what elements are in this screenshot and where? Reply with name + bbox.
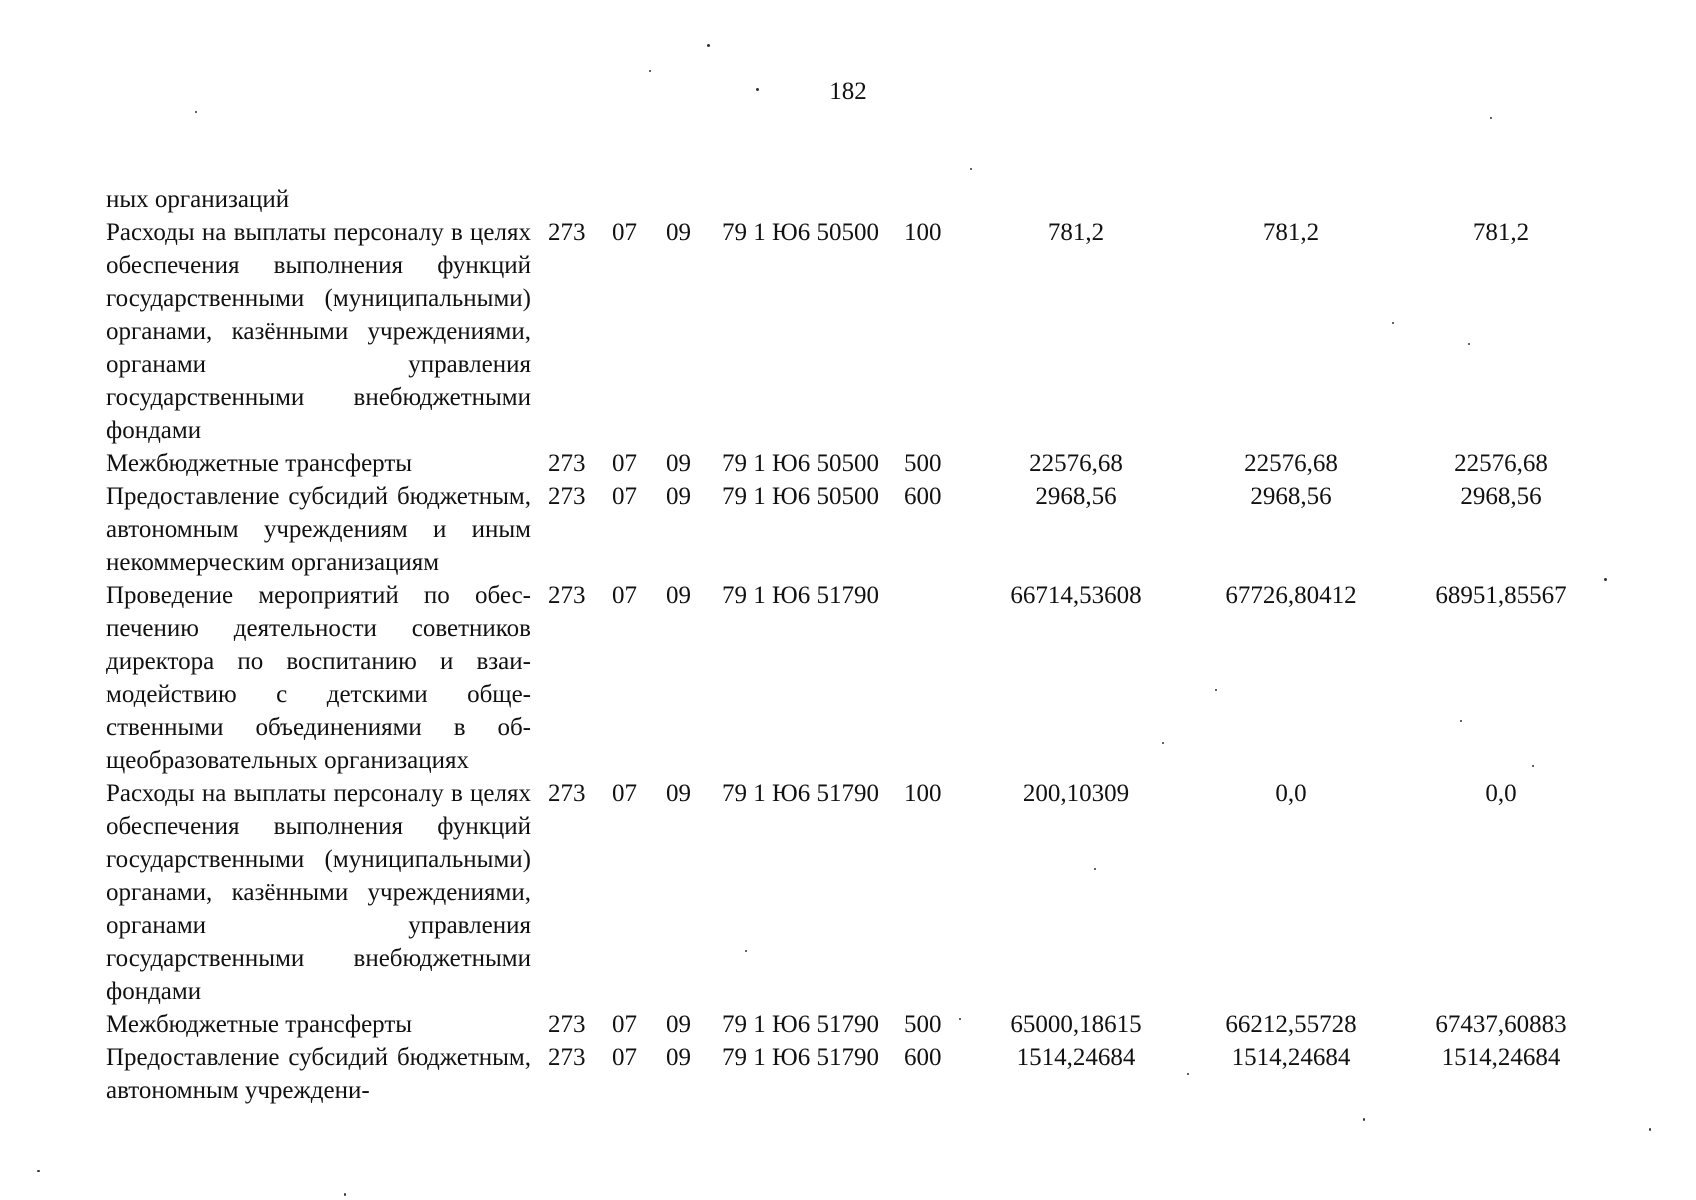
table-row <box>106 579 1586 777</box>
expense-type-code: 600 <box>904 483 942 510</box>
section-code: 07 <box>612 1044 637 1071</box>
scan-speck <box>1392 322 1394 324</box>
amount-year-2: 2968,56 <box>1250 483 1332 510</box>
amount-year-3: 22576,68 <box>1454 450 1548 477</box>
row-description: Предоставление субсидий бюджетным, автономным учреждениям и иным некоммерческим организациям <box>106 483 531 576</box>
scan-speck <box>195 111 197 113</box>
scan-speck <box>1094 868 1096 870</box>
scan-speck <box>1490 117 1492 119</box>
table-row <box>106 480 1586 579</box>
department-code: 273 <box>548 1011 586 1038</box>
target-item-code: 79 1 Ю6 51790 <box>722 1011 879 1038</box>
amount-year-2: 66212,55728 <box>1225 1011 1357 1038</box>
target-item-code: 79 1 Ю6 50500 <box>722 450 879 477</box>
amount-year-3: 68951,85567 <box>1435 582 1567 609</box>
subsection-code: 09 <box>666 582 691 609</box>
amount-year-2: 1514,24684 <box>1231 1044 1351 1071</box>
table-row <box>106 216 1586 447</box>
expense-type-code: 600 <box>904 1044 942 1071</box>
section-code: 07 <box>612 483 637 510</box>
row-description: Проведение мероприятий по обеспечению деятельности советников директора по воспитанию и взаимодействию с детскими общественными объединениями в общеобразовательных организациях <box>106 582 531 774</box>
scan-speck <box>970 168 972 170</box>
row-description: Расходы на выплаты персоналу в целях обеспечения выполнения функций государственными (муниципальными) органами, казёнными учреждениями, органами управления государственными внебюджетными фондами <box>106 219 531 444</box>
amount-year-1: 65000,18615 <box>1010 1011 1142 1038</box>
scan-speck <box>1363 1118 1365 1121</box>
department-code: 273 <box>548 219 586 246</box>
scan-speck <box>1460 720 1462 722</box>
department-code: 273 <box>548 1044 586 1071</box>
table-row <box>106 447 1586 480</box>
section-code: 07 <box>612 450 637 477</box>
scan-speck <box>707 44 710 47</box>
scan-speck <box>959 1018 961 1020</box>
target-item-code: 79 1 Ю6 51790 <box>722 780 879 807</box>
amount-year-1: 2968,56 <box>1035 483 1117 510</box>
section-code: 07 <box>612 582 637 609</box>
scan-speck <box>1649 1128 1651 1131</box>
scan-speck <box>344 1193 346 1196</box>
section-code: 07 <box>612 780 637 807</box>
subsection-code: 09 <box>666 1011 691 1038</box>
row-description: Межбюджетные трансферты <box>106 450 413 477</box>
expense-type-code: 500 <box>904 1011 942 1038</box>
subsection-code: 09 <box>666 1044 691 1071</box>
amount-year-3: 781,2 <box>1472 219 1530 246</box>
amount-year-1: 66714,53608 <box>1010 582 1142 609</box>
expense-type-code: 100 <box>904 219 942 246</box>
amount-year-1: 22576,68 <box>1029 450 1123 477</box>
table-row <box>106 1008 1586 1041</box>
amount-year-3: 1514,24684 <box>1441 1044 1561 1071</box>
amount-year-3: 0,0 <box>1485 780 1517 807</box>
amount-year-2: 781,2 <box>1262 219 1320 246</box>
budget-table <box>106 183 1586 1107</box>
row-description: Предоставление субсидий бюджетным, автономным учреждени- <box>106 1044 531 1104</box>
scan-speck <box>1162 742 1164 744</box>
page-number: 182 <box>829 78 867 105</box>
amount-year-2: 67726,80412 <box>1225 582 1357 609</box>
department-code: 273 <box>548 483 586 510</box>
table-row <box>106 183 1586 216</box>
scan-speck <box>1468 343 1470 345</box>
scan-speck <box>1532 765 1534 767</box>
scan-speck <box>37 1170 40 1172</box>
scan-speck <box>649 70 651 72</box>
row-description: ных организаций <box>106 186 290 213</box>
scan-speck <box>745 950 747 952</box>
department-code: 273 <box>548 450 586 477</box>
department-code: 273 <box>548 780 586 807</box>
amount-year-1: 781,2 <box>1047 219 1105 246</box>
amount-year-3: 2968,56 <box>1460 483 1542 510</box>
target-item-code: 79 1 Ю6 51790 <box>722 582 879 609</box>
expense-type-code: 100 <box>904 780 942 807</box>
subsection-code: 09 <box>666 780 691 807</box>
amount-year-2: 0,0 <box>1275 780 1307 807</box>
target-item-code: 79 1 Ю6 51790 <box>722 1044 879 1071</box>
section-code: 07 <box>612 219 637 246</box>
amount-year-3: 67437,60883 <box>1435 1011 1567 1038</box>
amount-year-2: 22576,68 <box>1244 450 1338 477</box>
scan-speck <box>1187 1073 1189 1075</box>
subsection-code: 09 <box>666 483 691 510</box>
expense-type-code: 500 <box>904 450 942 477</box>
amount-year-1: 1514,24684 <box>1016 1044 1136 1071</box>
section-code: 07 <box>612 1011 637 1038</box>
table-row <box>106 1041 1586 1107</box>
subsection-code: 09 <box>666 450 691 477</box>
table-row <box>106 777 1586 1008</box>
subsection-code: 09 <box>666 219 691 246</box>
target-item-code: 79 1 Ю6 50500 <box>722 219 879 246</box>
row-description: Межбюджетные трансферты <box>106 1011 413 1038</box>
amount-year-1: 200,10309 <box>1022 780 1130 807</box>
scan-speck <box>1604 578 1607 581</box>
scan-speck <box>1215 689 1217 691</box>
scan-speck <box>756 88 759 91</box>
row-description: Расходы на выплаты персоналу в целях обеспечения выполнения функций государственными (муниципальными) органами, казёнными учреждениями, органами управления государственными внебюджетными фондами <box>106 780 531 1005</box>
department-code: 273 <box>548 582 586 609</box>
target-item-code: 79 1 Ю6 50500 <box>722 483 879 510</box>
